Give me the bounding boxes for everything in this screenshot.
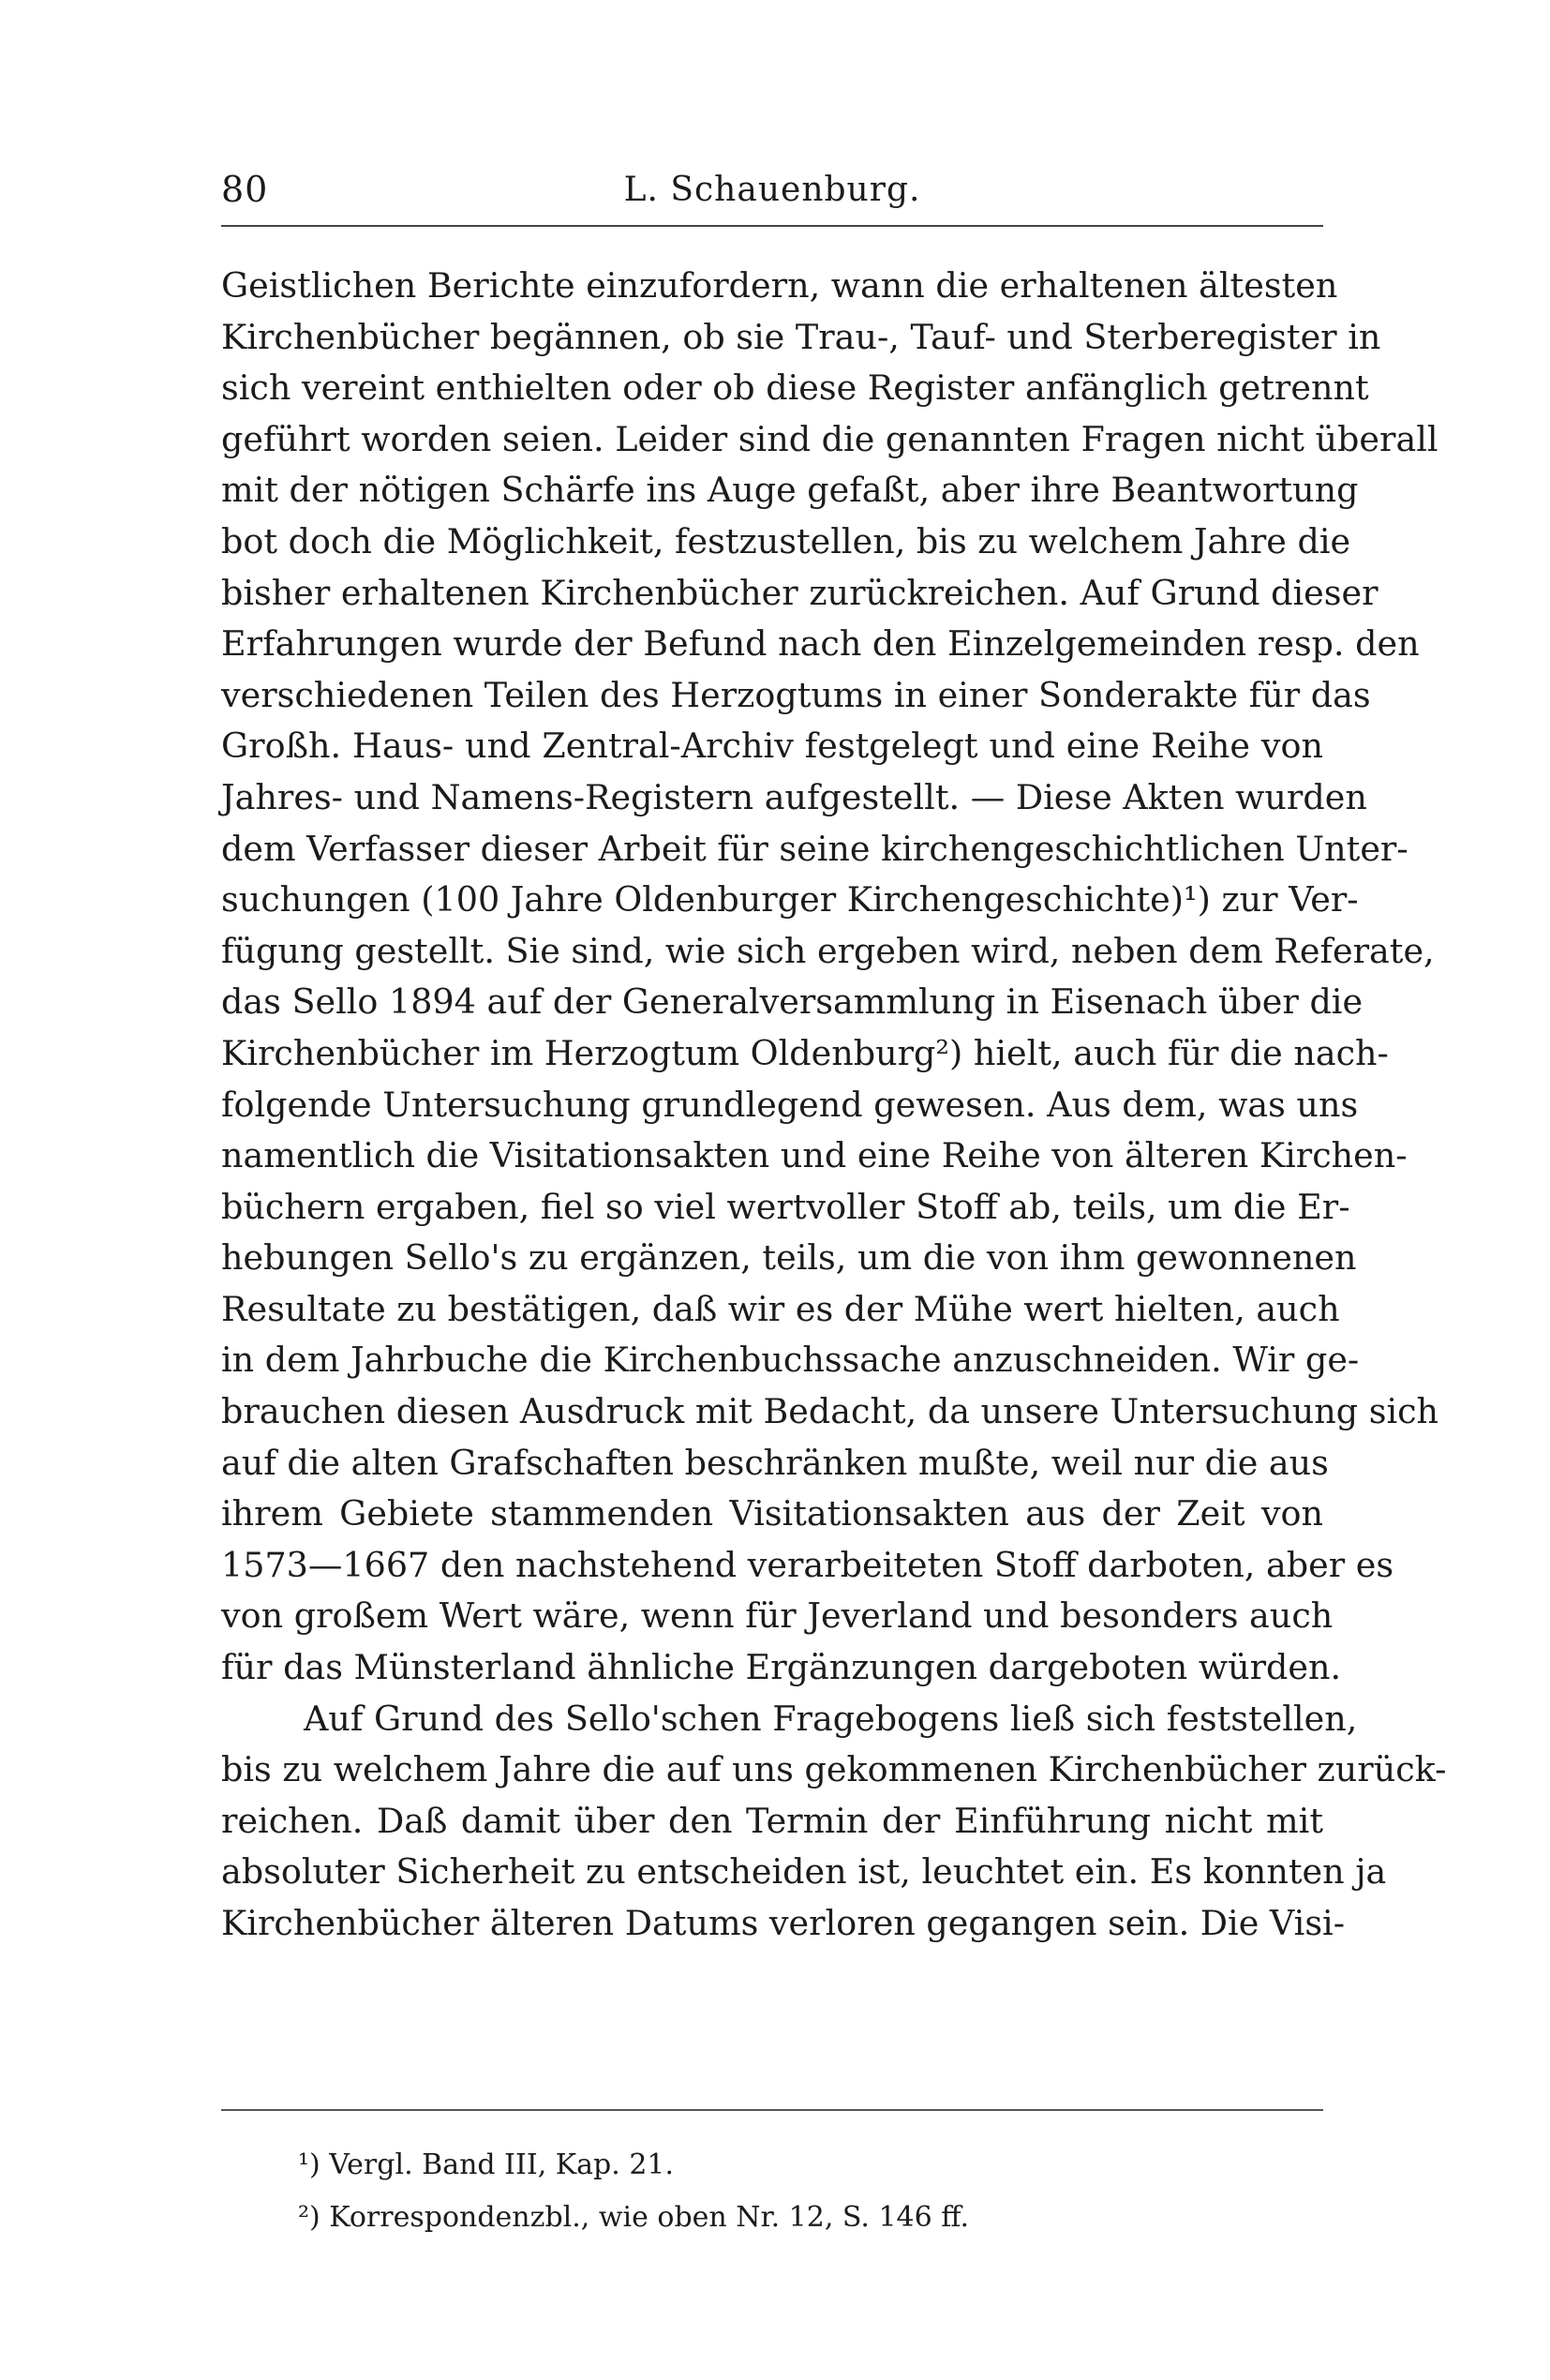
text-line: Großh. Haus- und Zentral-Archiv festgelegt und eine Reihe von: [221, 726, 1323, 767]
text-line: Erfahrungen wurde der Befund nach den Einzelgemeinden resp. den: [221, 623, 1420, 665]
text-line: absoluter Sicherheit zu entscheiden ist, leuchtet ein. Es konnten ja: [221, 1851, 1387, 1893]
text-line: Geistlichen Berichte einzufordern, wann die erhaltenen ältesten: [221, 265, 1338, 306]
text-line: Kirchenbücher im Herzogtum Oldenburg²) hielt, auch für die nach-: [221, 1032, 1389, 1073]
text-line: folgende Untersuchung grundlegend gewesen. Aus dem, was uns: [221, 1084, 1359, 1125]
text-line: das Sello 1894 auf der Generalversammlung in Eisenach über die: [221, 981, 1364, 1023]
page-header: [221, 157, 1323, 217]
text-line: sich vereint enthielten oder ob diese Register anfänglich getrennt: [221, 367, 1369, 409]
text-line: namentlich die Visitationsakten und eine Reihe von älteren Kirchen-: [221, 1135, 1408, 1176]
text-line: ihrem Gebiete stammenden Visitationsakten aus der Zeit von: [221, 1493, 1323, 1534]
text-line: für das Münsterland ähnliche Ergänzungen dargeboten würden.: [221, 1647, 1342, 1688]
text-line: dem Verfasser dieser Arbeit für seine kirchengeschichtlichen Unter-: [221, 828, 1408, 869]
text-line: bisher erhaltenen Kirchenbücher zurückreichen. Auf Grund dieser: [221, 572, 1379, 613]
text-line: brauchen diesen Ausdruck mit Bedacht, da unsere Untersuchung sich: [221, 1391, 1439, 1432]
body-text: [221, 261, 1447, 1950]
text-line: Kirchenbücher älteren Datums verloren gegangen sein. Die Visi-: [221, 1903, 1346, 1943]
text-line: Auf Grund des Sello'schen Fragebogens ließ sich feststellen,: [304, 1698, 1358, 1739]
footnote-rule: [221, 2109, 1323, 2111]
header-rule: [221, 225, 1323, 227]
text-line: bis zu welchem Jahre die auf uns gekommenen Kirchenbücher zurück-: [221, 1749, 1447, 1790]
running-head: L. Schauenburg.: [623, 171, 921, 209]
text-line: büchern ergaben, fiel so viel wertvoller Stoff ab, teils, um die Er-: [221, 1186, 1350, 1227]
text-line: reichen. Daß damit über den Termin der Einführung nicht mit: [221, 1800, 1323, 1841]
text-line: verschiedenen Teilen des Herzogtums in einer Sonderakte für das: [221, 674, 1371, 715]
footnote: ¹) Vergl. Band III, Kap. 21.: [298, 2148, 675, 2181]
text-line: 1573—1667 den nachstehend verarbeiteten Stoff darboten, aber es: [221, 1544, 1394, 1585]
text-line: Kirchenbücher begännen, ob sie Trau-, Tauf- und Sterberegister in: [221, 316, 1381, 357]
text-line: suchungen (100 Jahre Oldenburger Kirchengeschichte)¹) zur Ver-: [221, 879, 1359, 921]
text-line: in dem Jahrbuche die Kirchenbuchssache anzuschneiden. Wir ge-: [221, 1340, 1360, 1381]
text-line: geführt worden seien. Leider sind die genannten Fragen nicht überall: [221, 418, 1438, 459]
text-line: Jahres- und Namens-Registern aufgestellt. — Diese Akten wurden: [221, 776, 1367, 817]
text-line: bot doch die Möglichkeit, festzustellen, bis zu welchem Jahre die: [221, 520, 1351, 561]
page-number: 80: [221, 169, 269, 210]
footnotes: [298, 2139, 1235, 2244]
text-line: fügung gestellt. Sie sind, wie sich ergeben wird, neben dem Referate,: [221, 930, 1435, 971]
text-line: von großem Wert wäre, wenn für Jeverland und besonders auch: [221, 1595, 1334, 1637]
footnote: ²) Korrespondenzbl., wie oben Nr. 12, S. 146 ff.: [298, 2201, 970, 2234]
text-line: auf die alten Grafschaften beschränken mußte, weil nur die aus: [221, 1442, 1329, 1483]
text-line: hebungen Sello's zu ergänzen, teils, um die von ihm gewonnenen: [221, 1237, 1357, 1279]
text-line: mit der nötigen Schärfe ins Auge gefaßt, aber ihre Beantwortung: [221, 470, 1359, 511]
text-line: Resultate zu bestätigen, daß wir es der Mühe wert hielten, auch: [221, 1288, 1340, 1329]
